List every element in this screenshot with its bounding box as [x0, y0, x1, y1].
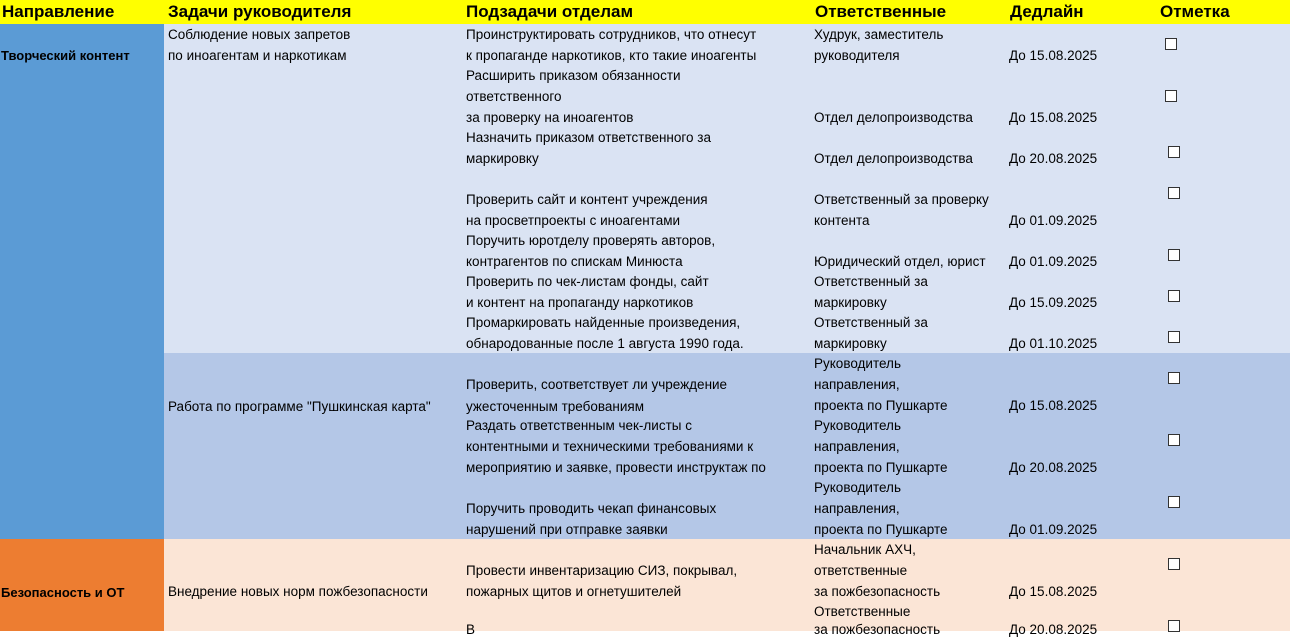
- responsible-line: проекта по Пушкарте: [814, 398, 948, 413]
- responsible-line: Ответственный за проверку: [814, 192, 989, 207]
- subtask-line: за проверку на иноагентов: [466, 110, 634, 125]
- deadline-cell: До 20.08.2025: [1009, 622, 1098, 637]
- responsible-line: проекта по Пушкарте: [814, 522, 948, 537]
- checkbox[interactable]: [1168, 146, 1180, 158]
- deadline-cell: До 15.08.2025: [1009, 584, 1098, 599]
- responsible-line: Худрук, заместитель: [814, 27, 944, 42]
- subtask-line: Раздать ответственным чек-листы с: [466, 418, 692, 433]
- responsible-line: руководителя: [814, 48, 900, 63]
- header-subtasks: Подзадачи отделам: [466, 2, 634, 21]
- responsible-line: проекта по Пушкарте: [814, 460, 948, 475]
- responsible-line: направления,: [814, 501, 900, 516]
- responsible-line: Начальник АХЧ,: [814, 542, 916, 557]
- responsible-line: маркировку: [814, 295, 887, 310]
- header-tasks: Задачи руководителя: [168, 2, 352, 21]
- deadline-cell: До 01.10.2025: [1009, 336, 1098, 351]
- subtask-line: пожарных щитов и огнетушителей: [466, 584, 682, 599]
- deadline-cell: До 15.08.2025: [1009, 398, 1098, 413]
- subtask-line: Провести инвентаризацию СИЗ, покрывал,: [466, 563, 738, 578]
- subtask-line: Расширить приказом обязанности: [466, 68, 681, 83]
- subtask-line: мероприятию и заявке, провести инструктаж по: [466, 460, 766, 475]
- responsible-line: Ответственный за: [814, 274, 928, 289]
- subtask-line: Проинструктировать сотрудников, что отнесут: [466, 27, 757, 42]
- responsible-line: за пожбезопасность: [814, 584, 941, 599]
- header-direction: Направление: [2, 2, 115, 21]
- subtask-line: Проверить сайт и контент учреждения: [466, 192, 708, 207]
- responsible-line: Руководитель: [814, 418, 901, 433]
- checkbox[interactable]: [1168, 290, 1180, 302]
- responsible-line: Отдел делопроизводства: [814, 110, 973, 125]
- subtask-line: обнародованные после 1 августа 1990 года.: [466, 336, 744, 351]
- deadline-cell: До 15.09.2025: [1009, 295, 1098, 310]
- header-mark: Отметка: [1160, 2, 1230, 21]
- responsible-line: направления,: [814, 439, 900, 454]
- task-1-line-1: Соблюдение новых запретов: [168, 27, 351, 42]
- creative-block-1: [164, 24, 1290, 353]
- deadline-cell: До 15.08.2025: [1009, 110, 1098, 125]
- subtask-line: ужесточенным требованиям: [466, 399, 645, 414]
- header-deadline: Дедлайн: [1010, 2, 1084, 21]
- subtask-line: маркировку: [466, 151, 539, 166]
- deadline-cell: До 01.09.2025: [1009, 254, 1098, 269]
- checkbox[interactable]: [1168, 372, 1180, 384]
- responsible-line: маркировку: [814, 336, 887, 351]
- subtask-line: контрагентов по спискам Минюста: [466, 254, 683, 269]
- subtask-line: В: [466, 622, 476, 637]
- checkbox[interactable]: [1168, 249, 1180, 261]
- direction-creative: Творческий контент: [1, 48, 130, 63]
- deadline-cell: До 20.08.2025: [1009, 151, 1098, 166]
- creative-direction-cell: [0, 24, 164, 539]
- checkbox[interactable]: [1168, 558, 1180, 570]
- deadline-cell: До 20.08.2025: [1009, 460, 1098, 475]
- checkbox[interactable]: [1168, 620, 1180, 632]
- responsible-line: ответственные: [814, 563, 908, 578]
- checkbox[interactable]: [1168, 331, 1180, 343]
- responsible-line: за пожбезопасность: [814, 622, 941, 637]
- subtask-line: Промаркировать найденные произведения,: [466, 315, 741, 330]
- subtask-line: Проверить, соответствует ли учреждение: [466, 377, 728, 392]
- deadline-cell: До 01.09.2025: [1009, 522, 1098, 537]
- deadline-cell: До 15.08.2025: [1009, 48, 1098, 63]
- direction-safety: Безопасность и ОТ: [1, 585, 125, 600]
- responsible-line: направления,: [814, 377, 900, 392]
- checkbox[interactable]: [1168, 187, 1180, 199]
- subtask-line: Проверить по чек-листам фонды, сайт: [466, 274, 709, 289]
- subtask-line: Поручить юротделу проверять авторов,: [466, 233, 716, 248]
- responsible-line: Руководитель: [814, 480, 901, 495]
- checkbox[interactable]: [1165, 90, 1177, 102]
- responsible-line: Руководитель: [814, 356, 901, 371]
- subtask-line: Назначить приказом ответственного за: [466, 130, 711, 145]
- subtask-line: контентными и техническими требованиями к: [466, 439, 754, 454]
- subtask-line: к пропаганде наркотиков, кто такие иноагенты: [466, 48, 757, 63]
- checkbox[interactable]: [1165, 38, 1177, 50]
- subtask-line: и контент на пропаганду наркотиков: [466, 295, 694, 310]
- responsible-line: контента: [814, 213, 870, 228]
- header-responsible: Ответственные: [815, 2, 947, 21]
- task-2: Работа по программе "Пушкинская карта": [168, 399, 431, 414]
- responsible-line: Ответственный за: [814, 315, 928, 330]
- deadline-cell: До 01.09.2025: [1009, 213, 1098, 228]
- responsible-line: Юридический отдел, юрист: [814, 254, 986, 269]
- subtask-line: ответственного: [466, 89, 562, 104]
- subtask-line: Поручить проводить чекап финансовых: [466, 501, 717, 516]
- subtask-line: на просветпроекты с иноагентами: [466, 213, 681, 228]
- checkbox[interactable]: [1168, 434, 1180, 446]
- responsible-line: Отдел делопроизводства: [814, 151, 973, 166]
- subtask-line: нарушений при отправке заявки: [466, 522, 668, 537]
- checkbox[interactable]: [1168, 496, 1180, 508]
- task-1-line-2: по иноагентам и наркотикам: [168, 48, 347, 63]
- task-3: Внедрение новых норм пожбезопасности: [168, 584, 428, 599]
- responsible-line: Ответственные: [814, 604, 911, 619]
